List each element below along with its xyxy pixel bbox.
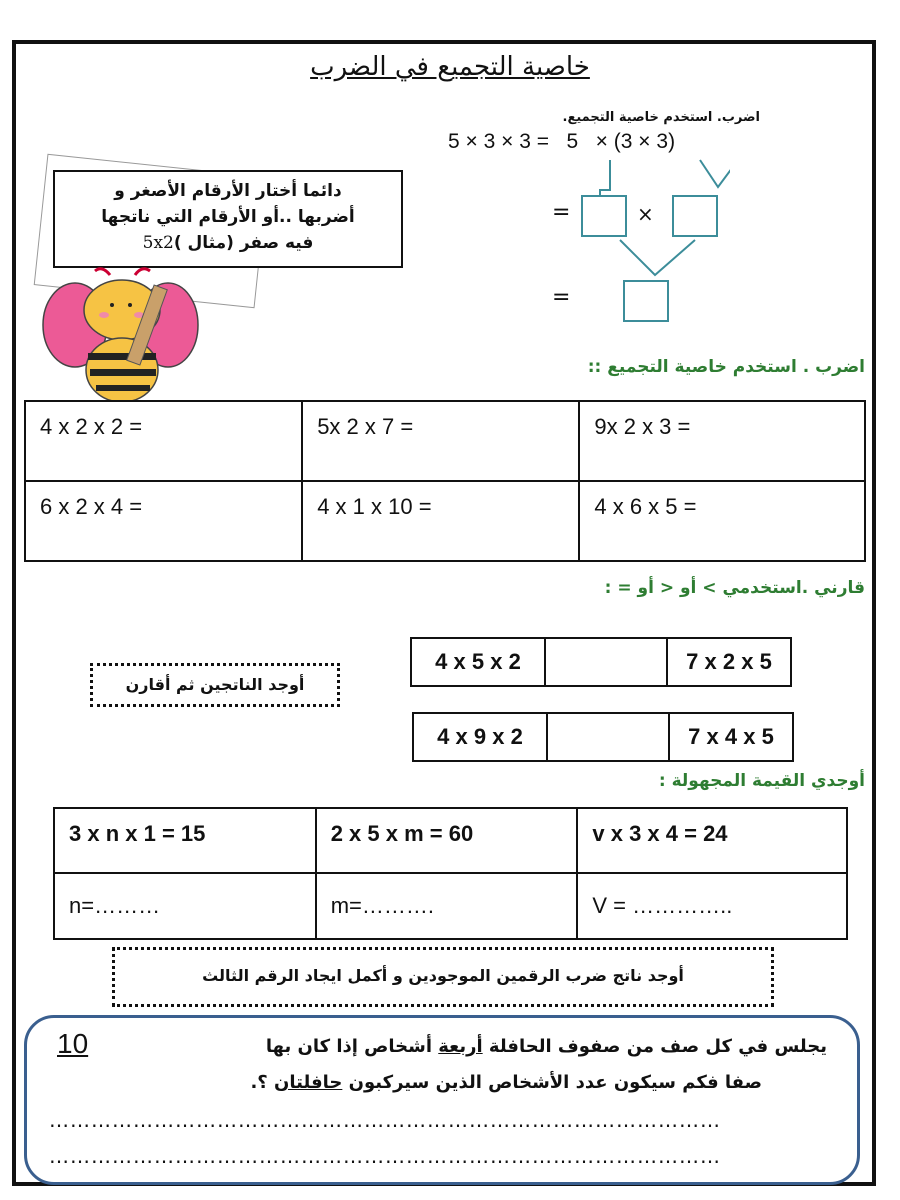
unknown-table — [53, 807, 848, 940]
compare-row-2 — [412, 712, 794, 762]
tip-box — [53, 170, 403, 268]
compare-right: 7 x 2 x 5 — [667, 638, 791, 686]
table-row — [25, 481, 865, 561]
problem-two-buses: حافلتان — [274, 1072, 343, 1093]
section3-heading: أوجدي القيمة المجهولة : — [658, 771, 865, 791]
example-instruction: اضرب. استخدم خاصية التجميع. — [562, 110, 760, 125]
problem-text-4: ؟. — [250, 1072, 274, 1093]
word-problem-line-2 — [250, 1072, 762, 1093]
problem-four: أربعة — [438, 1036, 483, 1057]
answer-line-2[interactable]: …………………………………………………………………………………… — [49, 1144, 721, 1168]
problem-cell[interactable]: 9x 2 x 3 = — [579, 401, 865, 481]
page-title: خاصية التجميع في الضرب — [310, 52, 590, 82]
compare-row-1 — [410, 637, 792, 687]
problem-cell[interactable]: 4 x 1 x 10 = — [302, 481, 579, 561]
example-box-result — [623, 280, 669, 322]
table-row — [54, 873, 847, 939]
answer-cell[interactable]: V = ………….. — [577, 873, 847, 939]
tip-line-3 — [65, 230, 391, 256]
problem-cell[interactable]: 4 x 2 x 2 = — [25, 401, 302, 481]
equation-cell: v x 3 x 4 = 24 — [577, 808, 847, 873]
problem-number: 10 — [57, 1028, 89, 1059]
problem-text-1: يجلس في كل صف من صفوف الحافلة — [482, 1036, 827, 1057]
compare-right: 7 x 4 x 5 — [669, 713, 793, 761]
problem-text-2: أشخاص إذا كان بها — [265, 1036, 439, 1057]
word-problem-box — [24, 1015, 860, 1185]
equation-cell: 2 x 5 x m = 60 — [316, 808, 578, 873]
answer-line-1[interactable]: …………………………………………………………………………………… — [49, 1108, 721, 1132]
compare-left: 4 x 5 x 2 — [411, 638, 545, 686]
compare-answer-box[interactable] — [545, 638, 667, 686]
compare-hint-box: أوجد الناتجين ثم أقارن — [90, 663, 340, 707]
tip-line-1: دائما أختار الأرقام الأصغر و — [114, 181, 342, 201]
word-problem-line-1 — [266, 1036, 827, 1057]
tip-line-2: أضربها ..أو الأرقام التي ناتجها — [101, 207, 355, 227]
example-times: × — [637, 202, 654, 226]
example-equals-2: = — [552, 285, 571, 310]
unknown-hint-box: أوجد ناتج ضرب الرقمين الموجودين و أكمل ايجاد الرقم الثالث — [112, 947, 774, 1007]
compare-answer-box[interactable] — [547, 713, 669, 761]
compare-left: 4 x 9 x 2 — [413, 713, 547, 761]
problem-cell[interactable]: 4 x 6 x 5 = — [579, 481, 865, 561]
answer-cell[interactable]: n=……… — [54, 873, 316, 939]
tip-example: 5x2 — [142, 233, 174, 253]
equation-cell: 3 x n x 1 = 15 — [54, 808, 316, 873]
answer-cell[interactable]: m=………. — [316, 873, 578, 939]
multiply-table — [24, 400, 866, 562]
section2-heading: قارني .استخدمي > أو < أو = : — [604, 578, 865, 598]
example-equals-1: = — [552, 200, 571, 225]
table-row — [54, 808, 847, 873]
example-box-2 — [672, 195, 718, 237]
tip-line-3-text: فيه صفر (مثال ) — [173, 233, 314, 253]
example-box-1 — [581, 195, 627, 237]
bee-illustration — [40, 265, 210, 400]
table-row — [25, 401, 865, 481]
problem-cell[interactable]: 6 x 2 x 4 = — [25, 481, 302, 561]
section1-heading: اضرب . استخدم خاصية التجميع :: — [587, 357, 865, 377]
example-equation: 5 × 3 × 3 = 5 × (3 × 3) — [448, 130, 676, 153]
problem-text-3: صفا فكم سيكون عدد الأشخاص الذين سيركبون — [342, 1072, 762, 1093]
problem-cell[interactable]: 5x 2 x 7 = — [302, 401, 579, 481]
